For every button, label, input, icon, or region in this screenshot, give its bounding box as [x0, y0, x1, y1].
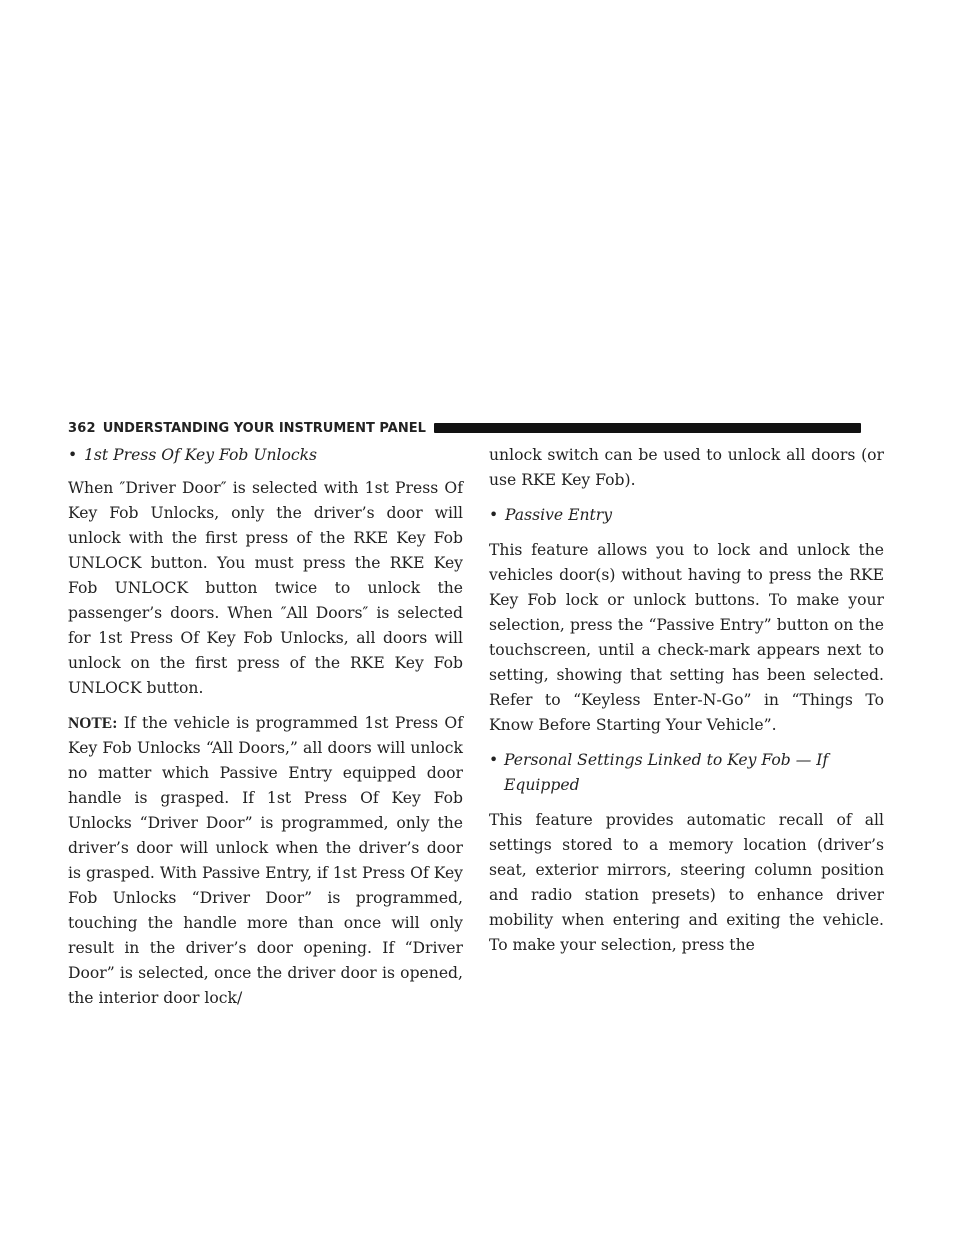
page-header: [68, 418, 861, 438]
bullet-heading-text: Personal Settings Linked to Key Fob — If Equipped: [504, 751, 829, 794]
bullet-heading-text: Passive Entry: [505, 506, 613, 524]
paragraph-passive-entry: This feature allows you to lock and unlock the vehicles door(s) without having to press the RKE Key Fob lock or unlock buttons. To make your selection, press the “Passive Entry” button on the touchscreen, until a check-mark appears next to setting, showing that setting has been selected. Refer to “Keyless Enter-N-Go” in “Things To Know Before Starting Your Vehicle”.: [489, 541, 884, 734]
paragraph-personal-settings: This feature provides automatic recall of all settings stored to a memory location (driver’s seat, exterior mirrors, steering column position and radio station presets) to enhance driver mobility when entering and exiting the vehicle. To make your selection, press the: [489, 811, 884, 954]
bullet-icon: •: [489, 506, 499, 524]
paragraph-first-press: When ″Driver Door″ is selected with 1st Press Of Key Fob Unlocks, only the driver’s door will unlock with the first press of the RKE Key Fob UNLOCK button. You must press the RKE Key Fob UNLOCK button twice to unlock the passenger’s doors. When ″All Doors″ is selected for 1st Press Of Key Fob Unlocks, all doors will unlock on the first press of the RKE Key Fob UNLOCK button.: [68, 479, 463, 697]
note-label: NOTE:: [68, 715, 118, 732]
note-paragraph: [68, 711, 463, 1011]
left-column: [68, 443, 463, 1011]
right-column: [489, 443, 884, 958]
note-text: If the vehicle is programmed 1st Press Of Key Fob Unlocks “All Doors,” all doors will unlock no matter which Passive Entry equipped door handle is grasped. If 1st Press Of Key Fob Unlocks “Driver Door” is programmed, only the driver’s door will unlock when the driver’s door is grasped. With Passive Entry, if 1st Press Of Key Fob Unlocks “Driver Door” is programmed, touching the handle more than once will only result in the driver’s door opening. If “Driver Door” is selected, once the driver door is opened, the interior door lock/: [68, 714, 463, 1007]
bullet-heading-passive-entry: [489, 503, 884, 528]
bullet-icon: •: [489, 751, 499, 769]
bullet-icon: •: [68, 446, 78, 464]
header-rule: [434, 423, 861, 433]
paragraph-continued: unlock switch can be used to unlock all doors (or use RKE Key Fob).: [489, 446, 884, 489]
bullet-heading-text: 1st Press Of Key Fob Unlocks: [84, 446, 318, 464]
bullet-heading-personal-settings: [489, 748, 884, 798]
page-number: 362: [68, 420, 96, 436]
bullet-heading-first-press: [68, 443, 463, 468]
section-title: UNDERSTANDING YOUR INSTRUMENT PANEL: [102, 420, 426, 436]
